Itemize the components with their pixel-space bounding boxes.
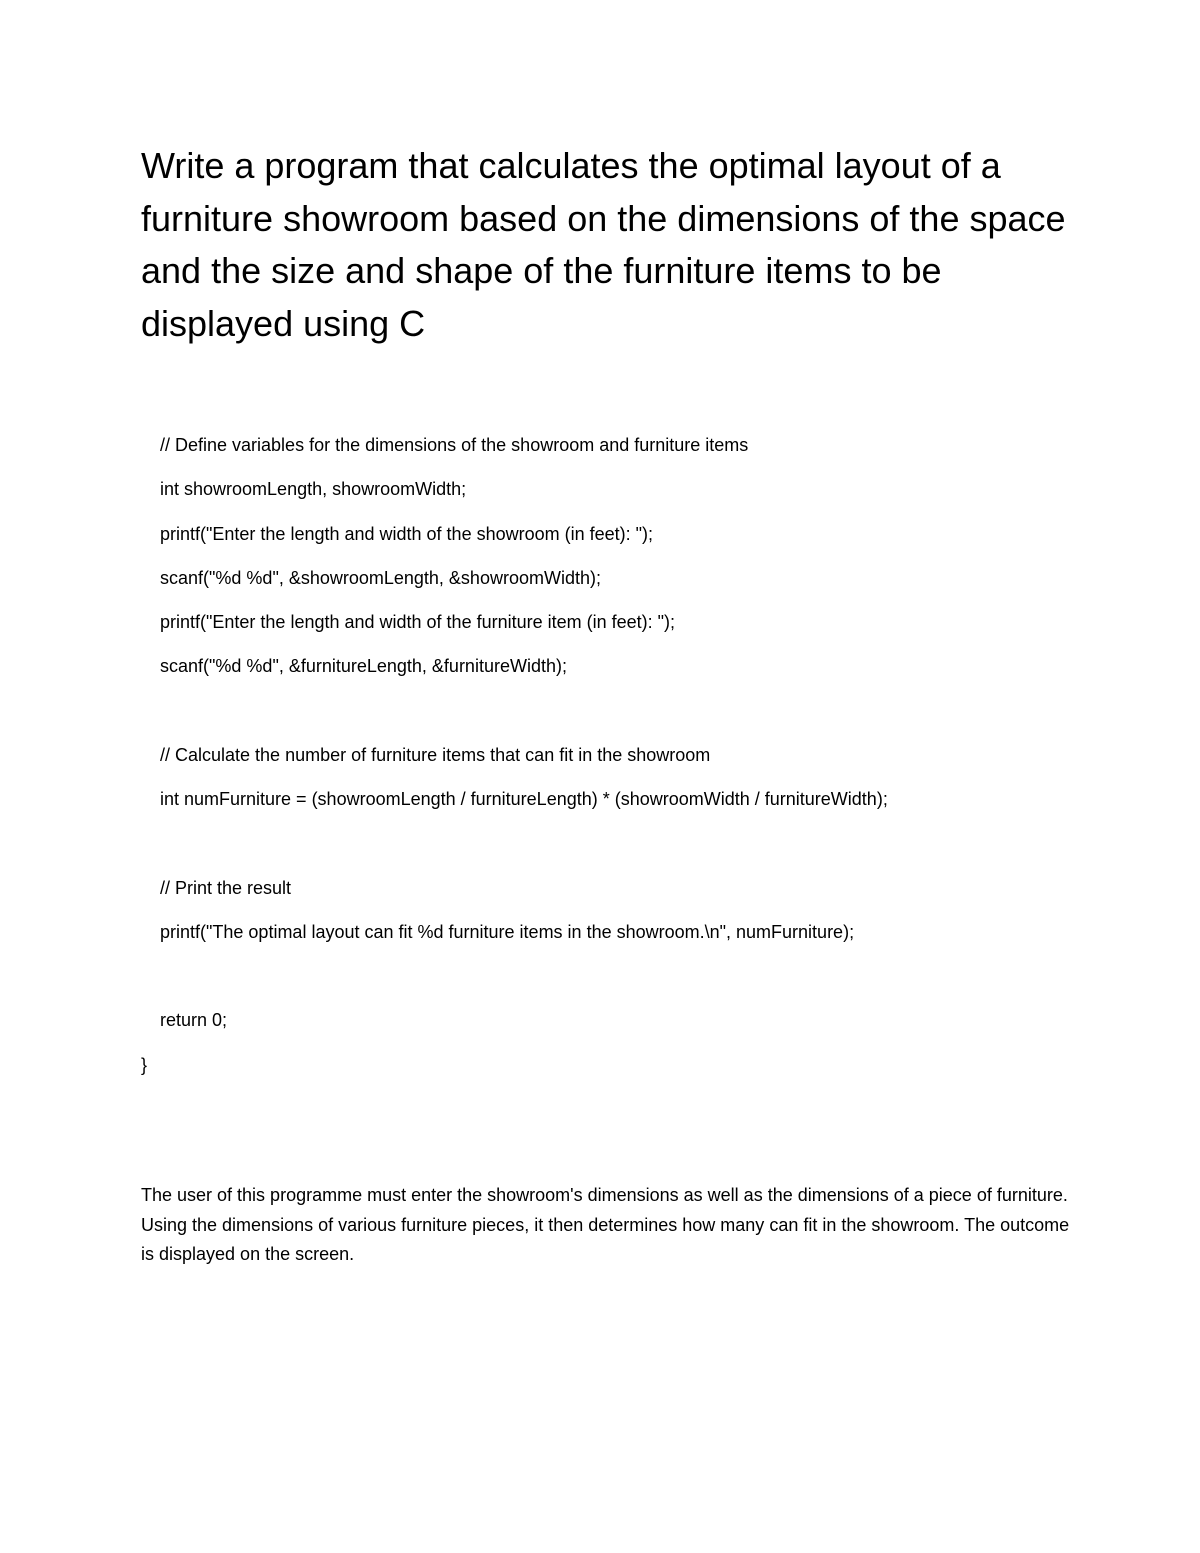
code-comment-calculate: // Calculate the number of furniture items that can fit in the showroom <box>160 745 711 765</box>
code-return: return 0; <box>160 1010 228 1030</box>
code-scanf-showroom: scanf("%d %d", &showroomLength, &showroomWidth); <box>160 568 601 588</box>
code-declare-showroom: int showroomLength, showroomWidth; <box>160 479 467 499</box>
code-comment-define: // Define variables for the dimensions of the showroom and furniture items <box>160 435 749 455</box>
code-comment-print: // Print the result <box>160 878 292 898</box>
code-calc-numfurniture: int numFurniture = (showroomLength / furnitureLength) * (showroomWidth / furnitureWidth); <box>160 789 888 809</box>
code-printf-furniture: printf("Enter the length and width of the furniture item (in feet): "); <box>160 612 676 632</box>
code-printf-result: printf("The optimal layout can fit %d furniture items in the showroom.\n", numFurniture); <box>160 922 855 942</box>
code-scanf-furniture: scanf("%d %d", &furnitureLength, &furnitureWidth); <box>160 656 567 676</box>
code-printf-showroom: printf("Enter the length and width of the showroom (in feet): "); <box>160 524 654 544</box>
description-paragraph: The user of this programme must enter the showroom's dimensions as well as the dimensions of a piece of furniture. Using the dimensions of various furniture pieces, it then determines how many can fit in the showroom. The outcome is displayed on the screen. <box>141 1185 1070 1264</box>
document-title: Write a program that calculates the optimal layout of a furniture showroom based on the dimensions of the space and the size and shape of the furniture items to be displayed using C <box>141 145 1066 344</box>
code-closing-brace: } <box>141 1055 148 1075</box>
